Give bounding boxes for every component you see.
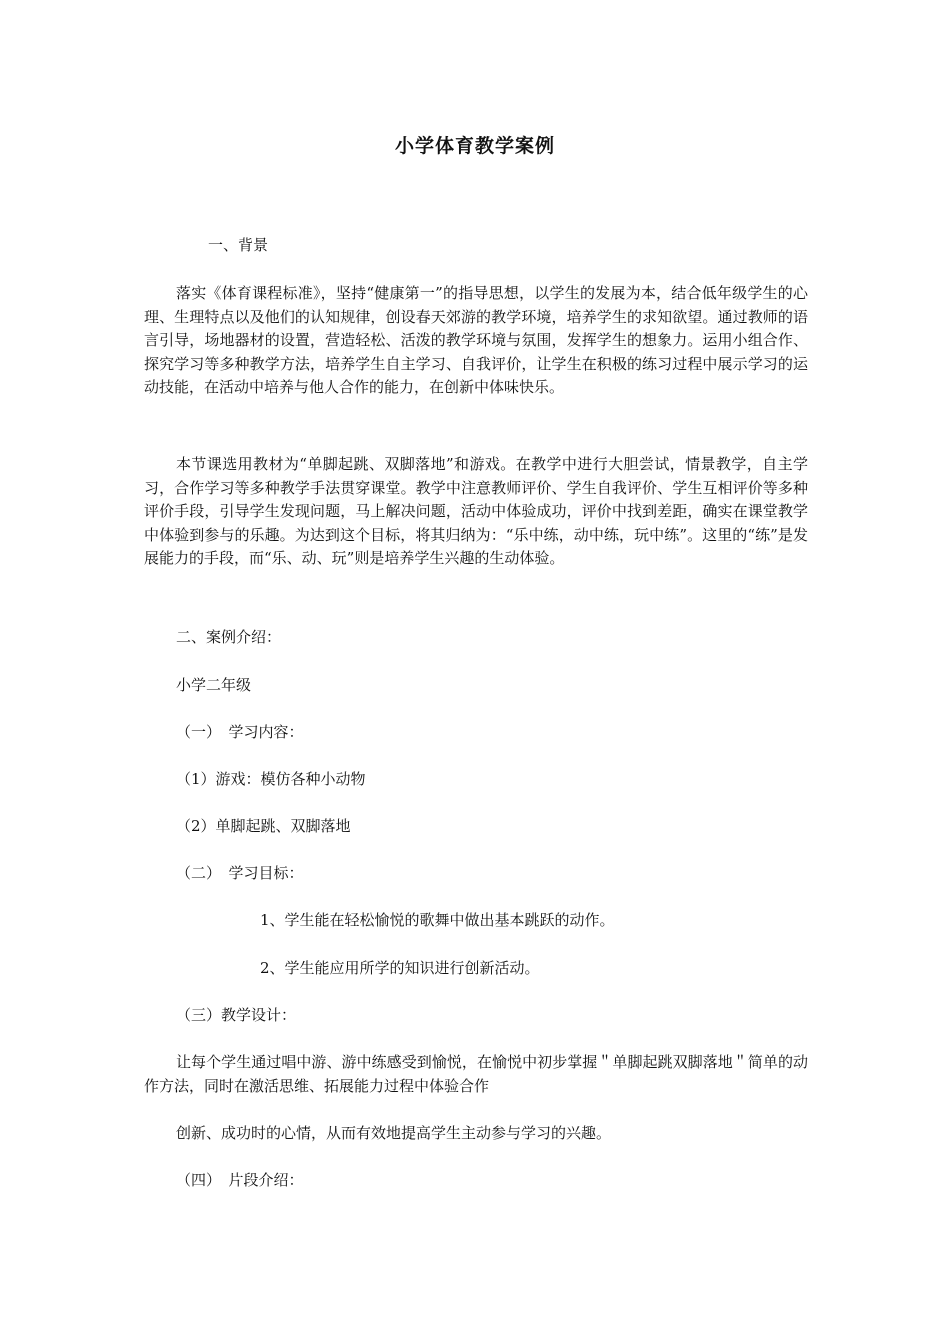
background-paragraph-2: 本节课选用教材为“单脚起跳、双脚落地”和游戏。在教学中进行大胆尝试，情景教学，自主学习，合作学习等多种教学手法贯穿课堂。教学中注意教师评价、学生自我评价、学生互相评价等多种评价手段，引导学生发现问题，马上解决问题，活动中体验成功，评价中找到差距，确实在课堂教学中体验到参与的乐趣。为达到这个目标，将其归纳为：“乐中练，动中练，玩中练”。这里的“练”是发展能力的手段，而“乐、动、玩”则是培养学生兴趣的生动体验。 [144,455,808,567]
content-item-2: （2）单脚起跳、双脚落地 [176,817,351,835]
goal-2: 2、学生能应用所学的知识进行创新活动。 [260,959,540,977]
background-paragraph-1: 落实《体育课程标准》，坚持“健康第一”的指导思想，以学生的发展为本，结合低年级学生的心理、生理特点以及他们的认知规律，创设春天郊游的教学环境，培养学生的求知欲望。通过教师的语言引导，场地器材的设置，营造轻松、活泼的教学环境与氛围，发挥学生的想象力。运用小组合作、探究学习等多种教学方法，培养学生自主学习、自我评价，让学生在积极的练习过程中展示学习的运动技能，在活动中培养与他人合作的能力，在创新中体味快乐。 [144,284,808,396]
design-heading: （三）教学设计： [176,1006,297,1024]
design-paragraph-1: 让每个学生通过唱中游、游中练感受到愉悦，在愉悦中初步掌握＂单脚起跳双脚落地＂简单的动作方法，同时在激活思维、拓展能力过程中体验合作 [144,1053,808,1095]
design-paragraph-2: 创新、成功时的心情，从而有效地提高学生主动参与学习的兴趣。 [176,1124,612,1142]
content-item-1: （1）游戏：模仿各种小动物 [176,770,366,788]
content-heading: （一） 学习内容： [176,723,304,741]
section-heading-background: 一、背景 [208,236,269,254]
section-heading-case: 二、案例介绍： [176,628,282,646]
page-title: 小学体育教学案例 [394,135,555,157]
goal-1: 1、学生能在轻松愉悦的歌舞中做出基本跳跃的动作。 [260,911,615,929]
goals-heading: （二） 学习目标： [176,864,304,882]
grade-label: 小学二年级 [176,676,252,694]
fragment-heading: （四） 片段介绍： [176,1171,304,1189]
